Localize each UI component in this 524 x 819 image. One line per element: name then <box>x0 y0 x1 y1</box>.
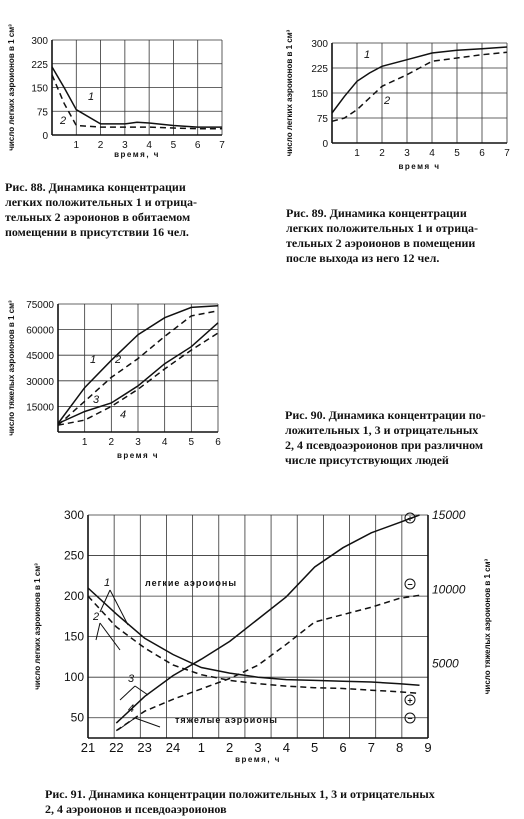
x-tick-label: 5 <box>188 437 195 448</box>
chart-fig-91 <box>0 490 524 780</box>
x-axis-title: время, ч <box>114 150 160 159</box>
curve-label-1: 1 <box>88 91 95 103</box>
x-tick-label: 5 <box>454 148 460 159</box>
x-tick-label: 3 <box>122 140 128 151</box>
end-marker-sign: − <box>407 713 413 724</box>
x-tick-label: 3 <box>404 148 410 159</box>
caption-fig-89: Рис. 89. Динамика концентрации легких положительных 1 и отрица- тельных 2 аэроионов в помещении после выхода из него 12 чел. <box>286 206 479 265</box>
annotation-light-ions: легкие аэроионы <box>145 578 238 588</box>
x-tick-label: 3 <box>254 740 262 755</box>
chart-fig-88 <box>0 0 262 180</box>
x-tick-label: 1 <box>354 148 360 159</box>
x-tick-label: 1 <box>197 740 205 755</box>
x-tick-label: 4 <box>161 437 168 448</box>
series-line-2 <box>52 75 222 129</box>
y-axis-title-right: число тяжелых аэроионов в 1 см³ <box>483 558 492 695</box>
x-tick-label: 4 <box>146 140 152 151</box>
series-line-3 <box>116 515 419 723</box>
series-line-4 <box>116 595 419 730</box>
y-tick-label-right: 15000 <box>432 508 466 522</box>
x-tick-label: 7 <box>219 140 225 151</box>
curve-label-1: 1 <box>90 354 97 366</box>
curve-label-2: 2 <box>384 95 391 107</box>
x-tick-label: 21 <box>80 740 96 755</box>
chart-fig-90 <box>0 272 240 482</box>
x-tick-label: 1 <box>81 437 88 448</box>
x-tick-label: 4 <box>429 148 435 159</box>
y-tick-label: 200 <box>63 589 84 604</box>
caption-fig-88: Рис. 88. Динамика концентрации легких положительных 1 и отрица- тельных 2 аэроионов в обитаемом помещении в присутствии 16 чел. <box>5 180 198 239</box>
curve-label-1: 1 <box>104 577 111 589</box>
curve-label-2: 2 <box>60 115 67 127</box>
leader-line <box>96 623 100 640</box>
curve-label-3: 3 <box>93 394 100 406</box>
x-tick-label: 6 <box>194 140 201 151</box>
curve-label-4: 4 <box>128 703 135 715</box>
x-tick-label: 5 <box>170 140 177 151</box>
end-marker-sign: + <box>407 513 413 524</box>
y-tick-label: 45000 <box>26 351 54 363</box>
x-tick-label: 4 <box>282 740 290 755</box>
x-tick-label: 9 <box>424 740 432 755</box>
y-tick-label-right: 10000 <box>432 582 466 597</box>
x-axis-title: время, ч <box>235 755 281 764</box>
annotation-heavy-ions: тяжелые аэроионы <box>175 715 278 725</box>
y-tick-label: 250 <box>63 548 84 563</box>
y-tick-label-right: 5000 <box>432 656 459 671</box>
y-tick-label: 150 <box>31 83 48 95</box>
y-tick-label: 300 <box>311 39 328 50</box>
x-tick-label: 6 <box>479 148 485 159</box>
x-tick-label: 22 <box>109 740 124 755</box>
x-tick-label: 8 <box>396 740 404 755</box>
curve-label-2: 2 <box>115 354 122 366</box>
x-tick-label: 3 <box>135 437 141 448</box>
x-tick-label: 7 <box>504 148 510 159</box>
chart-fig-89 <box>262 0 524 200</box>
series-line-2 <box>332 52 507 121</box>
caption-fig-91: Рис. 91. Динамика концентрации положительных 1, 3 и отрицательных 2, 4 аэроионов и псевдоаэроионов <box>45 787 435 816</box>
y-tick-label: 225 <box>311 64 328 75</box>
y-tick-label: 300 <box>31 36 48 47</box>
y-tick-label: 50 <box>70 710 84 725</box>
y-tick-label: 75000 <box>26 300 54 311</box>
x-tick-label: 1 <box>73 140 80 151</box>
y-tick-label: 0 <box>322 139 328 150</box>
y-tick-label: 100 <box>63 670 84 685</box>
x-tick-label: 2 <box>108 437 115 448</box>
end-marker-sign: + <box>407 695 413 706</box>
y-tick-label: 15000 <box>26 402 54 414</box>
leader-line <box>110 590 128 625</box>
x-tick-label: 6 <box>339 740 347 755</box>
curve-label-1: 1 <box>364 49 371 61</box>
x-axis-title: время ч <box>398 162 441 171</box>
y-tick-label: 30000 <box>26 376 54 388</box>
y-axis-title: число тяжелых аэроионов в 1 см³ <box>7 300 16 436</box>
curve-label-4: 4 <box>120 409 127 421</box>
caption-fig-90: Рис. 90. Динамика концентрации по- ложительных 1, 3 и отрицательных 2, 4 псевдоаэроионов при различном числе присутствующих людей <box>285 408 486 467</box>
x-tick-label: 6 <box>215 437 221 448</box>
x-tick-label: 23 <box>137 740 152 755</box>
curve-label-2: 2 <box>93 611 100 623</box>
y-axis-title: число легких аэроионов в 1 см³ <box>285 29 294 157</box>
leader-line <box>135 718 160 727</box>
x-tick-label: 24 <box>165 740 181 755</box>
x-tick-label: 2 <box>379 148 385 159</box>
x-axis-title: время ч <box>116 451 160 460</box>
leader-line <box>135 686 148 695</box>
y-tick-label: 225 <box>31 59 48 71</box>
y-tick-label: 75 <box>36 107 48 119</box>
series-line-1 <box>52 67 222 127</box>
y-tick-label: 60000 <box>26 325 54 337</box>
y-axis-title: число легких аэроионов в 1 см³ <box>33 563 42 690</box>
curve-label-3: 3 <box>128 673 135 685</box>
leader-line <box>120 686 135 700</box>
end-marker-sign: − <box>407 579 413 590</box>
y-tick-label: 300 <box>63 508 84 522</box>
y-tick-label: 0 <box>42 131 48 142</box>
x-tick-label: 5 <box>311 740 319 755</box>
y-tick-label: 75 <box>316 114 328 125</box>
series-line-2 <box>88 596 420 693</box>
x-tick-label: 2 <box>97 140 104 151</box>
x-tick-label: 2 <box>226 740 234 755</box>
x-tick-label: 7 <box>367 740 375 755</box>
y-tick-label: 150 <box>63 629 84 644</box>
y-axis-title: число легких аэроионов в 1 см³ <box>7 24 16 151</box>
y-tick-label: 150 <box>311 89 328 100</box>
series-line-1 <box>332 47 507 113</box>
